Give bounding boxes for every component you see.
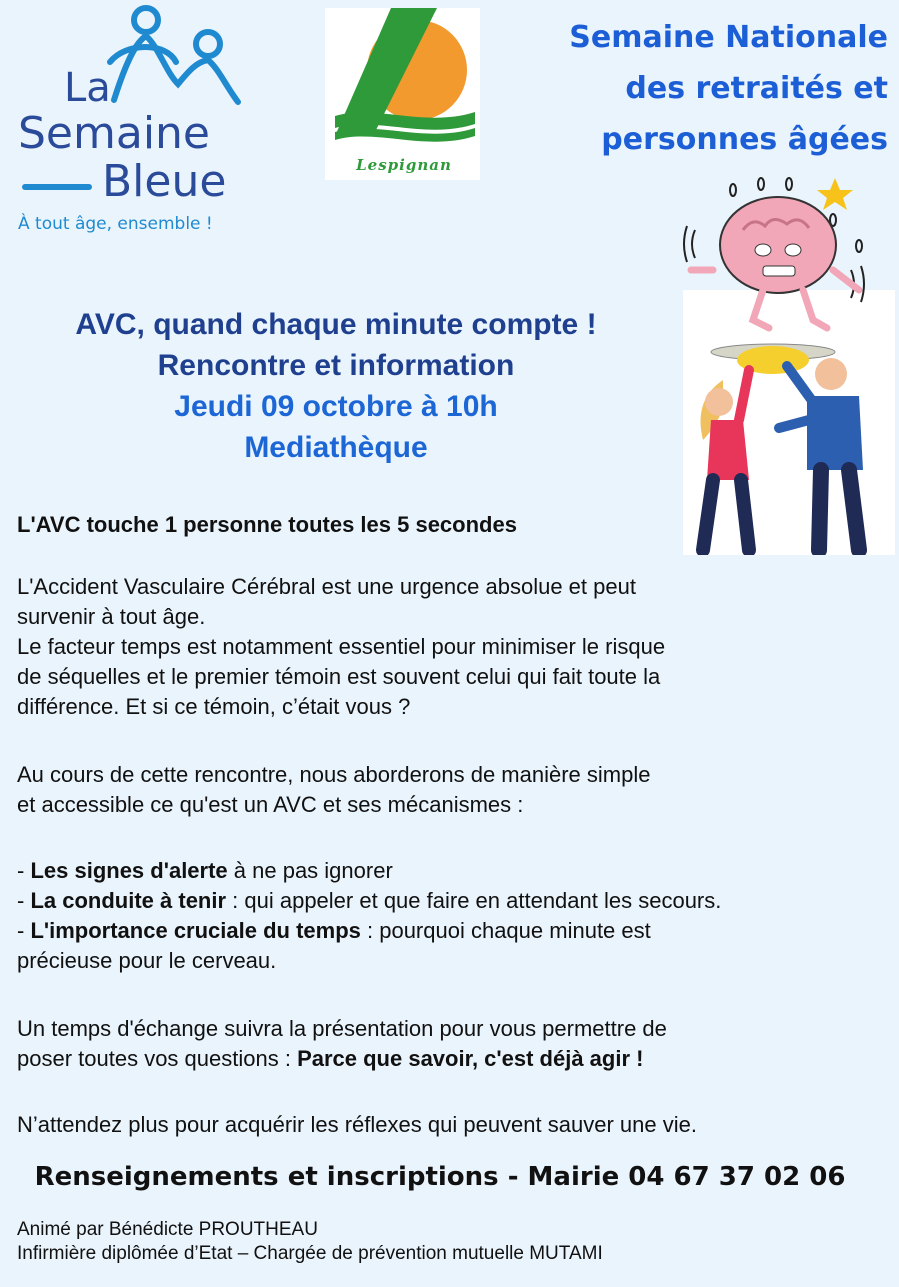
- bullet-rest: à ne pas ignorer: [227, 858, 393, 883]
- list-item: [17, 916, 897, 946]
- credits: [17, 1218, 603, 1266]
- logo-line-bleue: Bleue: [102, 156, 227, 207]
- header-line-3: personnes âgées: [601, 122, 888, 157]
- event-title: AVC, quand chaque minute compte !: [75, 308, 597, 341]
- paragraph-line: et accessible ce qu'est un AVC et ses mécanismes :: [17, 792, 524, 817]
- star-icon: [817, 178, 853, 210]
- header-line-2: des retraités et: [625, 71, 888, 106]
- event-date: Jeudi 09 octobre à 10h: [174, 390, 498, 423]
- paragraph-line: différence. Et si ce témoin, c’était vous ?: [17, 694, 411, 719]
- paragraph-program: [17, 760, 887, 820]
- header-title: [510, 12, 888, 165]
- paragraph-line: de séquelles et le premier témoin est souvent celui qui fait toute la: [17, 664, 661, 689]
- paragraph-closing: N’attendez plus pour acquérir les réflexes qui peuvent sauver une vie.: [17, 1112, 697, 1137]
- lespignan-emblem-icon: [325, 8, 480, 158]
- bullet-rest: : qui appeler et que faire en attendant les secours.: [226, 888, 722, 913]
- event-place: Mediathèque: [244, 431, 428, 464]
- paragraph-intro: [17, 572, 887, 722]
- bullet-bold: L'importance cruciale du temps: [30, 918, 361, 943]
- bullet-bold: La conduite à tenir: [30, 888, 227, 913]
- bullet-prefix: -: [17, 918, 31, 943]
- bullet-rest: : pourquoi chaque minute est: [360, 918, 651, 943]
- paragraph-bold: Parce que savoir, c'est déjà agir !: [297, 1046, 644, 1071]
- bullet-list: [17, 856, 897, 976]
- logo-lespignan: [325, 8, 480, 180]
- bullet-prefix: -: [17, 888, 31, 913]
- event-title-block: [0, 304, 672, 468]
- logo-dash: [22, 184, 92, 190]
- contact-line: Renseignements et inscriptions - Mairie 04 67 37 02 06: [34, 1162, 846, 1192]
- logo-tagline: À tout âge, ensemble !: [18, 214, 213, 234]
- lespignan-word: Lespignan: [356, 156, 452, 174]
- logo-la-semaine-bleue: [14, 0, 274, 250]
- paragraph-line: Le facteur temps est notamment essentiel pour minimiser le risque: [17, 634, 666, 659]
- brain-illustration: [683, 170, 895, 555]
- paragraph-text: poser toutes vos questions :: [17, 1046, 298, 1071]
- bullet-bold: Les signes d'alerte: [30, 858, 228, 883]
- list-item: [17, 856, 897, 886]
- paragraph-line: Au cours de cette rencontre, nous aborderons de manière simple: [17, 762, 651, 787]
- people-icon: [106, 2, 256, 112]
- event-subtitle: Rencontre et information: [157, 349, 515, 382]
- paragraph-line: L'Accident Vasculaire Cérébral est une urgence absolue et peut: [17, 574, 636, 599]
- paragraph-line: Un temps d'échange suivra la présentation pour vous permettre de: [17, 1016, 667, 1041]
- list-item: [17, 886, 897, 916]
- header-line-1: Semaine Nationale: [569, 20, 888, 55]
- paragraph-exchange: [17, 1014, 887, 1074]
- bullet-prefix: -: [17, 858, 31, 883]
- credits-line-2: Infirmière diplômée d’Etat – Chargée de prévention mutuelle MUTAMI: [17, 1243, 603, 1264]
- list-item-continuation: précieuse pour le cerveau.: [17, 948, 277, 973]
- stat-headline: L'AVC touche 1 personne toutes les 5 secondes: [17, 512, 517, 537]
- credits-line-1: Animé par Bénédicte PROUTHEAU: [17, 1219, 318, 1240]
- logo-line-semaine: Semaine: [18, 108, 211, 159]
- logo-line-la: La: [64, 65, 111, 111]
- paragraph-line: [17, 1044, 887, 1074]
- paragraph-line: survenir à tout âge.: [17, 604, 206, 629]
